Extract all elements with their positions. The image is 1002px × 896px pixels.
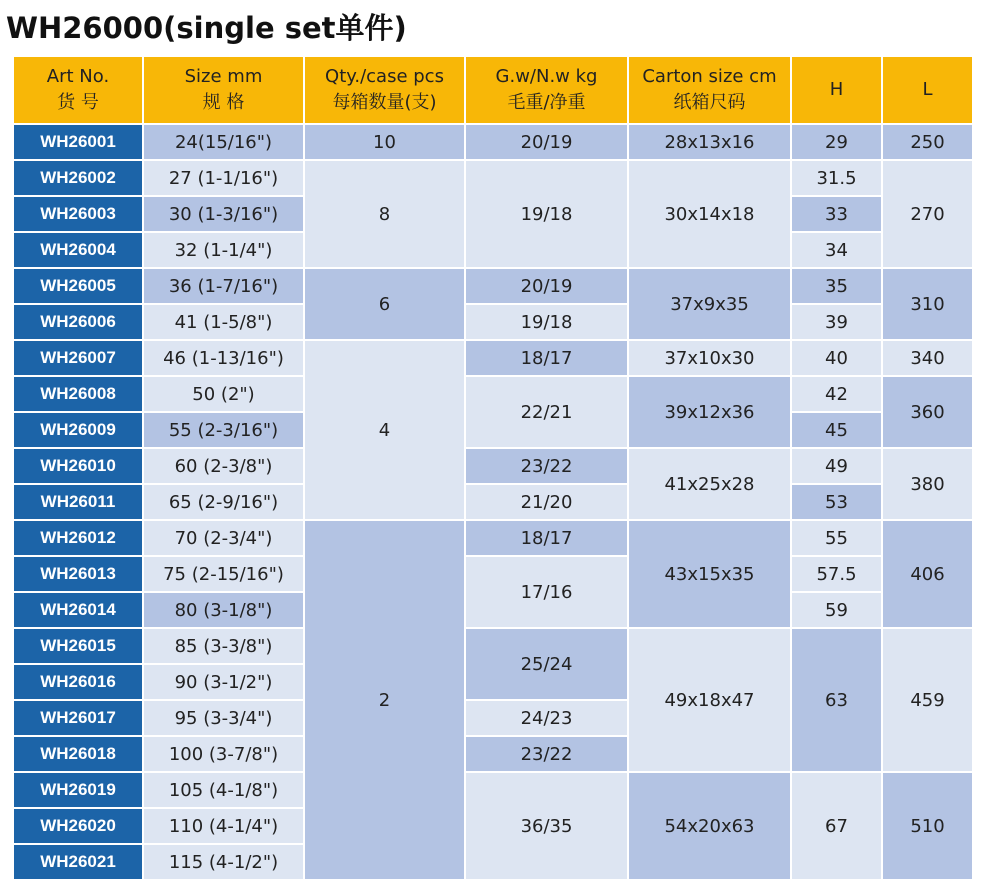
- carton-cell: 41x25x28: [629, 449, 790, 519]
- table-row: [14, 161, 972, 195]
- table-row: [14, 125, 972, 159]
- spec-table: [12, 55, 974, 881]
- weight-cell: 22/21: [466, 377, 627, 447]
- size-cell: 27 (1-1/16"): [144, 161, 303, 195]
- weight-cell: 21/20: [466, 485, 627, 519]
- h-cell: 57.5: [792, 557, 881, 591]
- carton-cell: 30x14x18: [629, 161, 790, 267]
- table-row: [14, 305, 972, 339]
- weight-cell: 19/18: [466, 161, 627, 267]
- qty-cell: 2: [305, 521, 464, 879]
- table-row: [14, 485, 972, 519]
- h-cell: 35: [792, 269, 881, 303]
- h-cell: 33: [792, 197, 881, 231]
- art-no-cell: WH26007: [14, 341, 142, 375]
- carton-cell: 49x18x47: [629, 629, 790, 771]
- h-cell: 39: [792, 305, 881, 339]
- header-art-no: Art No. 货 号: [14, 57, 142, 123]
- carton-cell: 37x10x30: [629, 341, 790, 375]
- l-cell: 459: [883, 629, 972, 771]
- h-cell: 31.5: [792, 161, 881, 195]
- weight-cell: 18/17: [466, 521, 627, 555]
- weight-cell: 17/16: [466, 557, 627, 627]
- table-row: [14, 377, 972, 411]
- qty-cell: 8: [305, 161, 464, 267]
- page-title: WH26000(single set单件): [6, 11, 407, 45]
- table-row: [14, 773, 972, 807]
- l-cell: 510: [883, 773, 972, 879]
- art-no-cell: WH26021: [14, 845, 142, 879]
- art-no-cell: WH26010: [14, 449, 142, 483]
- qty-cell: 4: [305, 341, 464, 519]
- art-no-cell: WH26016: [14, 665, 142, 699]
- size-cell: 36 (1-7/16"): [144, 269, 303, 303]
- art-no-cell: WH26004: [14, 233, 142, 267]
- weight-cell: 24/23: [466, 701, 627, 735]
- header-l: L: [883, 57, 972, 123]
- art-no-cell: WH26005: [14, 269, 142, 303]
- art-no-cell: WH26009: [14, 413, 142, 447]
- table-row: [14, 269, 972, 303]
- size-cell: 115 (4-1/2"): [144, 845, 303, 879]
- size-cell: 90 (3-1/2"): [144, 665, 303, 699]
- art-no-cell: WH26001: [14, 125, 142, 159]
- h-cell: 55: [792, 521, 881, 555]
- carton-cell: 28x13x16: [629, 125, 790, 159]
- l-cell: 406: [883, 521, 972, 627]
- size-cell: 110 (4-1/4"): [144, 809, 303, 843]
- h-cell: 45: [792, 413, 881, 447]
- carton-cell: 54x20x63: [629, 773, 790, 879]
- size-cell: 32 (1-1/4"): [144, 233, 303, 267]
- table-row: [14, 341, 972, 375]
- carton-cell: 37x9x35: [629, 269, 790, 339]
- carton-cell: 39x12x36: [629, 377, 790, 447]
- size-cell: 30 (1-3/16"): [144, 197, 303, 231]
- h-cell: 63: [792, 629, 881, 771]
- art-no-cell: WH26017: [14, 701, 142, 735]
- h-cell: 67: [792, 773, 881, 879]
- weight-cell: 25/24: [466, 629, 627, 699]
- size-cell: 105 (4-1/8"): [144, 773, 303, 807]
- header-carton: Carton size cm 纸箱尺码: [629, 57, 790, 123]
- qty-cell: 10: [305, 125, 464, 159]
- h-cell: 53: [792, 485, 881, 519]
- size-cell: 100 (3-7/8"): [144, 737, 303, 771]
- art-no-cell: WH26013: [14, 557, 142, 591]
- weight-cell: 23/22: [466, 737, 627, 771]
- size-cell: 24(15/16"): [144, 125, 303, 159]
- art-no-cell: WH26019: [14, 773, 142, 807]
- size-cell: 41 (1-5/8"): [144, 305, 303, 339]
- weight-cell: 18/17: [466, 341, 627, 375]
- size-cell: 75 (2-15/16"): [144, 557, 303, 591]
- carton-cell: 43x15x35: [629, 521, 790, 627]
- art-no-cell: WH26015: [14, 629, 142, 663]
- art-no-cell: WH26003: [14, 197, 142, 231]
- table-row: [14, 557, 972, 591]
- header-size: Size mm 规 格: [144, 57, 303, 123]
- size-cell: 50 (2"): [144, 377, 303, 411]
- size-cell: 60 (2-3/8"): [144, 449, 303, 483]
- art-no-cell: WH26014: [14, 593, 142, 627]
- h-cell: 34: [792, 233, 881, 267]
- weight-cell: 20/19: [466, 269, 627, 303]
- l-cell: 360: [883, 377, 972, 447]
- weight-cell: 36/35: [466, 773, 627, 879]
- size-cell: 70 (2-3/4"): [144, 521, 303, 555]
- size-cell: 80 (3-1/8"): [144, 593, 303, 627]
- header-row: [14, 57, 972, 123]
- art-no-cell: WH26012: [14, 521, 142, 555]
- art-no-cell: WH26008: [14, 377, 142, 411]
- weight-cell: 20/19: [466, 125, 627, 159]
- header-qty: Qty./case pcs 每箱数量(支): [305, 57, 464, 123]
- art-no-cell: WH26020: [14, 809, 142, 843]
- table-row: [14, 449, 972, 483]
- l-cell: 270: [883, 161, 972, 267]
- qty-cell: 6: [305, 269, 464, 339]
- l-cell: 310: [883, 269, 972, 339]
- table-row: [14, 629, 972, 663]
- art-no-cell: WH26018: [14, 737, 142, 771]
- header-weight: G.w/N.w kg 毛重/净重: [466, 57, 627, 123]
- header-h: H: [792, 57, 881, 123]
- art-no-cell: WH26011: [14, 485, 142, 519]
- weight-cell: 19/18: [466, 305, 627, 339]
- h-cell: 42: [792, 377, 881, 411]
- size-cell: 46 (1-13/16"): [144, 341, 303, 375]
- h-cell: 49: [792, 449, 881, 483]
- art-no-cell: WH26006: [14, 305, 142, 339]
- size-cell: 95 (3-3/4"): [144, 701, 303, 735]
- size-cell: 65 (2-9/16"): [144, 485, 303, 519]
- art-no-cell: WH26002: [14, 161, 142, 195]
- h-cell: 59: [792, 593, 881, 627]
- size-cell: 55 (2-3/16"): [144, 413, 303, 447]
- h-cell: 40: [792, 341, 881, 375]
- weight-cell: 23/22: [466, 449, 627, 483]
- size-cell: 85 (3-3/8"): [144, 629, 303, 663]
- table-row: [14, 521, 972, 555]
- l-cell: 250: [883, 125, 972, 159]
- l-cell: 340: [883, 341, 972, 375]
- l-cell: 380: [883, 449, 972, 519]
- h-cell: 29: [792, 125, 881, 159]
